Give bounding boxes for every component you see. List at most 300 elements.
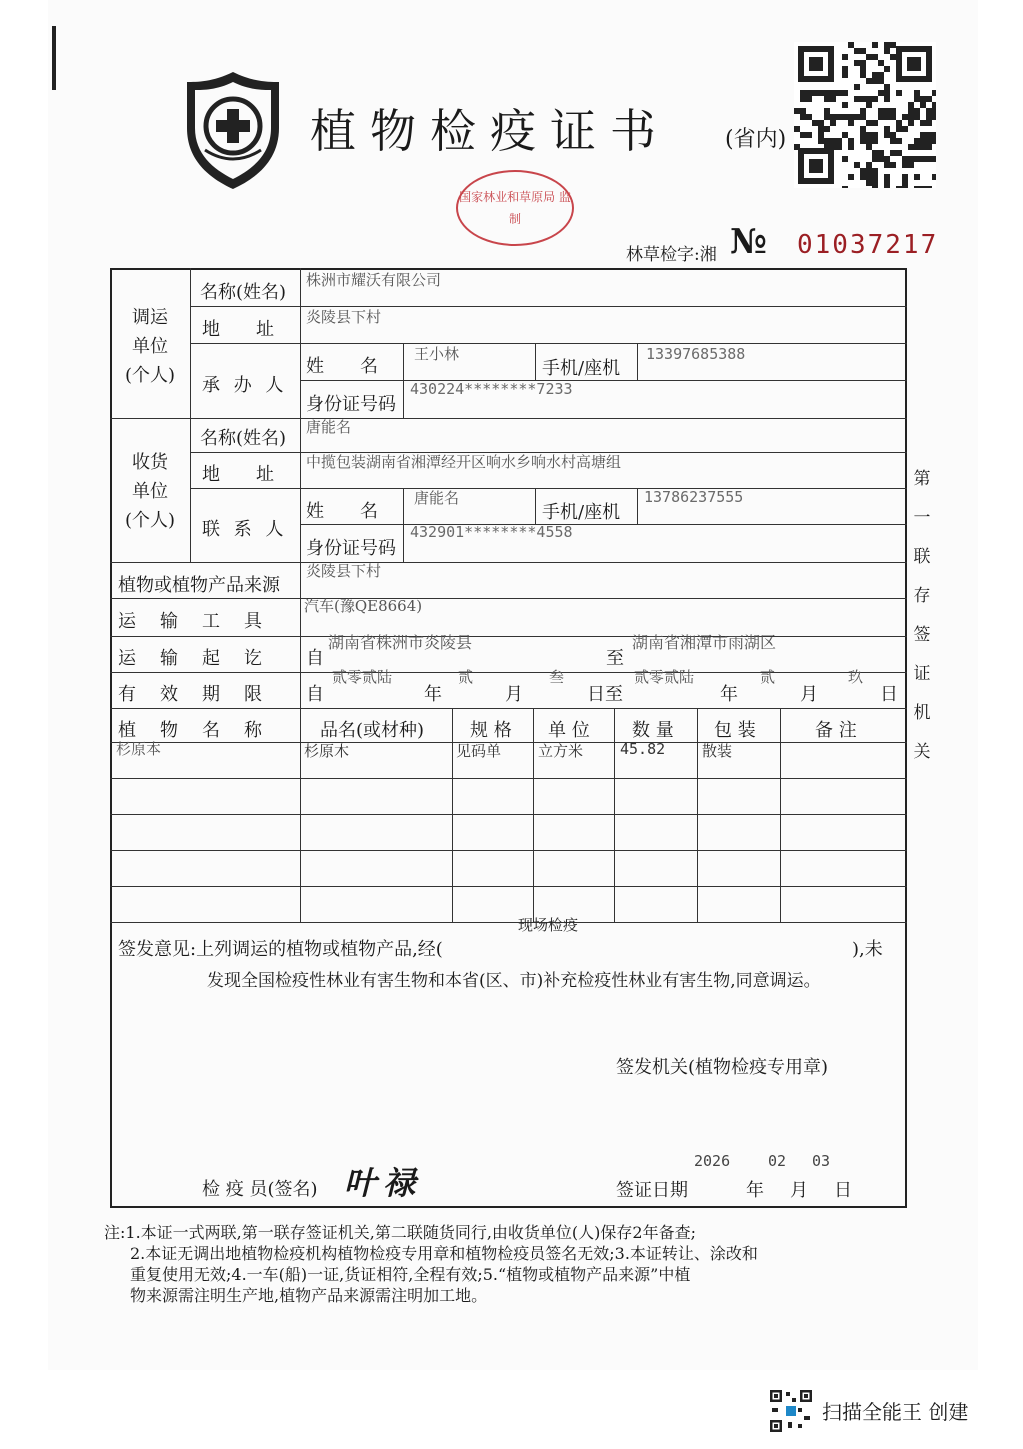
- qr-module: [878, 150, 884, 156]
- qr-module: [842, 54, 848, 60]
- qr-module: [908, 102, 914, 108]
- qr-module: [866, 54, 872, 60]
- col-header-name: 品名(或材种): [320, 720, 425, 741]
- qr-module: [830, 114, 836, 120]
- qr-module: [860, 114, 866, 120]
- table-rule: [110, 708, 907, 709]
- qr-module: [896, 150, 902, 156]
- consignee-phone-label: 手机/座机: [542, 502, 621, 523]
- serial-label: 林草检字:湘: [626, 245, 717, 265]
- qr-module: [884, 90, 890, 96]
- qr-module: [818, 90, 824, 96]
- qr-module: [848, 174, 854, 180]
- date-day-value: 03: [812, 1152, 831, 1170]
- qr-code-icon: [794, 42, 936, 188]
- table-rule: [110, 814, 907, 815]
- table-rule: [403, 343, 404, 418]
- qr-module: [794, 108, 800, 114]
- table-rule: [535, 488, 536, 524]
- qr-module: [926, 144, 932, 150]
- qr-module: [866, 78, 872, 84]
- qr-module: [878, 156, 884, 162]
- qr-module: [920, 132, 926, 138]
- qr-module: [836, 90, 842, 96]
- item-name: 杉原木: [304, 742, 350, 760]
- qr-module: [860, 126, 866, 132]
- qr-module: [866, 174, 872, 180]
- qr-module: [812, 90, 818, 96]
- qr-module: [872, 120, 878, 126]
- qr-module: [908, 114, 914, 120]
- item-unit: 立方米: [538, 742, 584, 760]
- qr-module: [830, 96, 836, 102]
- shipper-id-label: 身份证号码: [306, 394, 396, 415]
- validity-year-from: 贰零贰陆: [332, 668, 393, 686]
- qr-module: [872, 150, 878, 156]
- table-rule: [190, 418, 191, 562]
- qr-module: [818, 126, 824, 132]
- qr-module: [926, 96, 932, 102]
- qr-module: [896, 120, 902, 126]
- shipper-phone-value: 13397685388: [646, 345, 746, 363]
- qr-module: [818, 120, 824, 126]
- qr-module: [908, 120, 914, 126]
- consignee-contact-label: 联 系 人: [202, 519, 288, 540]
- qr-module: [902, 162, 908, 168]
- qr-code-small-icon: [768, 1388, 814, 1434]
- qr-module: [932, 138, 936, 144]
- qr-module: [872, 132, 878, 138]
- table-rule: [110, 850, 907, 851]
- margin-mark: [52, 26, 56, 90]
- qr-module: [860, 174, 866, 180]
- qr-module: [860, 96, 866, 102]
- qr-module: [800, 90, 806, 96]
- consignee-name-value: 唐能名: [306, 418, 352, 436]
- qr-module: [902, 180, 908, 186]
- qr-module: [806, 96, 812, 102]
- origin-value: 炎陵县下村: [306, 562, 382, 580]
- item-spec: 见码单: [456, 742, 502, 760]
- qr-module: [860, 72, 866, 78]
- qr-module: [884, 96, 890, 102]
- qr-module: [842, 102, 848, 108]
- qr-module: [866, 102, 872, 108]
- origin-label: 植物或植物产品来源: [118, 575, 280, 596]
- table-rule: [300, 268, 301, 722]
- qr-module: [902, 156, 908, 162]
- consignee-group-label: 收货 单位 (个人): [124, 452, 176, 531]
- validity-year-unit: 年: [424, 684, 442, 705]
- plant-name-label: 植 物 名 称: [118, 720, 265, 741]
- qr-module: [842, 72, 848, 78]
- validity-day-from: 叁: [549, 668, 565, 686]
- plant-name-value: 杉原本: [116, 740, 162, 758]
- table-rule: [452, 708, 453, 922]
- table-rule: [190, 306, 907, 307]
- qr-module: [884, 48, 890, 54]
- validity-month-unit: 月: [505, 684, 523, 705]
- qr-module: [884, 162, 890, 168]
- qr-module: [890, 138, 896, 144]
- qr-module: [854, 48, 860, 54]
- table-rule: [300, 380, 907, 381]
- table-rule: [697, 708, 698, 922]
- qr-module: [872, 54, 878, 60]
- qr-module: [866, 144, 872, 150]
- validity-year-to: 贰零贰陆: [634, 668, 695, 686]
- qr-module: [926, 156, 932, 162]
- qr-module: [914, 96, 920, 102]
- shipper-person-name-label: 姓 名: [306, 356, 378, 377]
- qr-module: [842, 186, 848, 188]
- qr-module: [884, 42, 890, 48]
- table-rule: [110, 922, 907, 923]
- qr-module: [896, 186, 902, 188]
- route-from-value: 湖南省株洲市炎陵县: [328, 633, 473, 652]
- note-line: 物来源需注明生产地,植物产品来源需注明加工地。: [130, 1286, 488, 1305]
- qr-module: [884, 114, 890, 120]
- qr-module: [878, 78, 884, 84]
- qr-module: [890, 132, 896, 138]
- transport-label: 运 输 工 具: [118, 611, 265, 632]
- table-rule: [110, 562, 907, 563]
- table-rule: [637, 343, 638, 380]
- qr-module: [830, 138, 836, 144]
- qr-module: [878, 60, 884, 66]
- route-to-value: 湖南省湘潭市雨湖区: [632, 633, 777, 652]
- qr-module: [860, 48, 866, 54]
- qr-module: [872, 138, 878, 144]
- qr-module: [866, 138, 872, 144]
- table-rule: [533, 708, 534, 922]
- consignee-id-label: 身份证号码: [306, 538, 396, 559]
- validity-month-to: 贰: [760, 668, 776, 686]
- qr-module: [842, 66, 848, 72]
- qr-module: [830, 120, 836, 126]
- table-rule: [190, 343, 907, 344]
- qr-module: [842, 90, 848, 96]
- qr-module: [926, 114, 932, 120]
- consignee-address-label: 地 址: [202, 464, 274, 485]
- note-line: 2.本证无调出地植物检疫机构植物检疫专用章和植物检疫员签名无效;3.本证转让、涂改和: [130, 1244, 758, 1263]
- qr-module: [872, 96, 878, 102]
- qr-module: [878, 108, 884, 114]
- qr-module: [866, 96, 872, 102]
- table-rule: [110, 598, 907, 599]
- qr-module: [800, 108, 806, 114]
- qr-module: [866, 168, 872, 174]
- qr-module: [878, 90, 884, 96]
- validity-month-unit-2: 月: [800, 684, 818, 705]
- item-quantity: 45.82: [620, 740, 666, 758]
- qr-module: [890, 108, 896, 114]
- title-suffix: (省内): [725, 127, 787, 152]
- qr-module: [848, 120, 854, 126]
- table-rule: [110, 742, 907, 743]
- qr-module: [872, 156, 878, 162]
- shipper-address-label: 地 址: [202, 319, 274, 340]
- opinion-line-1-prefix: 签发意见:上列调运的植物或植物产品,经(: [118, 939, 443, 960]
- note-line: 注:1.本证一式两联,第一联存签证机关,第二联随货同行,由收货单位(人)保存2年备查;: [104, 1223, 696, 1242]
- route-from: 自: [306, 648, 324, 669]
- qr-module: [860, 168, 866, 174]
- qr-module: [854, 84, 860, 90]
- consignee-person-name-label: 姓 名: [306, 501, 378, 522]
- col-header-packing: 包 装: [714, 720, 756, 741]
- col-header-unit: 单 位: [548, 720, 590, 741]
- qr-module: [806, 90, 812, 96]
- consignee-phone-value: 13786237555: [644, 488, 744, 506]
- qr-module: [842, 156, 848, 162]
- inspector-signature: 叶 禄: [344, 1164, 414, 1202]
- table-rule: [110, 636, 907, 637]
- table-rule: [637, 488, 638, 524]
- serial-no-mark: №: [730, 222, 767, 262]
- table-rule: [110, 672, 907, 673]
- qr-module: [872, 186, 878, 188]
- table-rule: [110, 886, 907, 887]
- supervision-seal: [456, 170, 574, 246]
- shipper-id-value: 430224********7233: [410, 380, 573, 398]
- shipper-group-label: 调运 单位 (个人): [124, 307, 176, 386]
- qr-module: [914, 156, 920, 162]
- qr-module: [872, 42, 878, 48]
- qr-module: [932, 90, 936, 96]
- qr-module: [902, 126, 908, 132]
- validity-day-to: 玖: [848, 668, 864, 686]
- qr-module: [914, 174, 920, 180]
- qr-module: [848, 42, 854, 48]
- qr-module: [878, 114, 884, 120]
- table-rule: [614, 708, 615, 922]
- qr-module: [920, 96, 926, 102]
- qr-module: [824, 126, 830, 132]
- qr-module: [842, 114, 848, 120]
- shield-emblem-icon: [183, 68, 283, 193]
- qr-module: [836, 114, 842, 120]
- qr-module: [920, 120, 926, 126]
- opinion-line-2: 发现全国检疫性林业有害生物和本省(区、市)补充检疫性林业有害生物,同意调运。: [207, 971, 821, 991]
- date-year-value: 2026: [694, 1152, 731, 1170]
- qr-module: [872, 174, 878, 180]
- validity-label: 有 效 期 限: [118, 684, 265, 705]
- qr-module: [800, 96, 806, 102]
- table-rule: [300, 708, 301, 922]
- shipper-address-value: 炎陵县下村: [306, 308, 382, 326]
- qr-module: [872, 78, 878, 84]
- date-year-unit: 年: [746, 1180, 764, 1201]
- qr-module: [818, 138, 824, 144]
- qr-module: [890, 162, 896, 168]
- qr-module: [866, 162, 872, 168]
- qr-module: [926, 132, 932, 138]
- qr-module: [926, 186, 932, 188]
- qr-module: [932, 108, 936, 114]
- qr-module: [854, 96, 860, 102]
- qr-module: [914, 114, 920, 120]
- qr-module: [848, 114, 854, 120]
- qr-module: [884, 66, 890, 72]
- qr-module: [836, 138, 842, 144]
- qr-module: [896, 126, 902, 132]
- qr-module: [872, 180, 878, 186]
- qr-module: [920, 156, 926, 162]
- qr-module: [830, 90, 836, 96]
- validity-from: 自: [306, 684, 324, 705]
- qr-module: [824, 114, 830, 120]
- table-rule: [403, 488, 404, 562]
- consignee-address-value: 中揽包装湖南省湘潭经开区响水乡响水村高塘组: [306, 453, 622, 471]
- qr-module: [914, 186, 920, 188]
- seal-text: 国家林业和草原局 监制: [459, 190, 571, 226]
- consignee-name-label: 名称(姓名): [200, 428, 287, 449]
- qr-module: [926, 108, 932, 114]
- qr-module: [824, 96, 830, 102]
- note-line: 重复使用无效;4.一车(船)一证,货证相符,全程有效;5.“植物或植物产品来源”中植: [130, 1265, 691, 1284]
- qr-module: [854, 114, 860, 120]
- page-title: 植物检疫证书: [310, 104, 670, 158]
- qr-module: [818, 132, 824, 138]
- col-header-note: 备 注: [815, 720, 857, 741]
- qr-module: [860, 66, 866, 72]
- shipper-person-name-value: 王小林: [414, 345, 460, 363]
- qr-module: [932, 102, 936, 108]
- qr-module: [926, 120, 932, 126]
- qr-module: [920, 138, 926, 144]
- copy-side-label: 第 一 联 存 签 证 机 关: [913, 469, 931, 762]
- table-rule: [780, 708, 781, 922]
- validity-month-from: 贰: [458, 668, 474, 686]
- qr-module: [860, 132, 866, 138]
- qr-module: [914, 90, 920, 96]
- qr-module: [854, 60, 860, 66]
- qr-module: [878, 72, 884, 78]
- qr-module: [866, 120, 872, 126]
- qr-module: [812, 120, 818, 126]
- qr-module: [908, 144, 914, 150]
- shipper-name-value: 株洲市耀沃有限公司: [306, 271, 442, 289]
- qr-module: [860, 108, 866, 114]
- qr-module: [890, 150, 896, 156]
- qr-module: [890, 54, 896, 60]
- qr-module: [848, 138, 854, 144]
- validity-day-unit-2: 日: [880, 684, 898, 705]
- qr-module: [884, 186, 890, 188]
- date-month-value: 02: [768, 1152, 787, 1170]
- qr-module: [884, 174, 890, 180]
- qr-module: [908, 162, 914, 168]
- qr-module: [932, 114, 936, 120]
- qr-module: [824, 138, 830, 144]
- qr-module: [920, 186, 926, 188]
- table-rule: [110, 418, 907, 419]
- shipper-handler-label: 承 办 人: [202, 375, 288, 396]
- inspector-label: 检 疫 员(签名): [202, 1179, 318, 1200]
- shipper-phone-label: 手机/座机: [542, 358, 621, 379]
- scanner-watermark: 扫描全能王 创建: [822, 1400, 969, 1424]
- col-header-spec: 规 格: [470, 720, 512, 741]
- qr-module: [800, 132, 806, 138]
- qr-module: [884, 156, 890, 162]
- route-label: 运 输 起 讫: [118, 648, 265, 669]
- qr-module: [896, 90, 902, 96]
- qr-module: [884, 108, 890, 114]
- qr-module: [794, 126, 800, 132]
- serial-number: 01037217: [797, 230, 939, 260]
- qr-module: [800, 114, 806, 120]
- consignee-person-name-value: 唐能名: [414, 489, 460, 507]
- validity-day-to-unit: 日至: [587, 684, 623, 705]
- qr-module: [836, 144, 842, 150]
- qr-module: [854, 162, 860, 168]
- opinion-line-1-suffix: ),未: [852, 939, 883, 960]
- validity-year-unit-2: 年: [720, 684, 738, 705]
- route-to: 至: [606, 648, 624, 669]
- shipper-name-label: 名称(姓名): [200, 282, 287, 303]
- table-rule: [535, 343, 536, 380]
- qr-module: [866, 132, 872, 138]
- inspection-method: 现场检疫: [518, 916, 579, 934]
- qr-module: [824, 108, 830, 114]
- table-rule: [110, 778, 907, 779]
- date-month-unit: 月: [790, 1180, 808, 1201]
- qr-module: [914, 138, 920, 144]
- qr-module: [872, 72, 878, 78]
- qr-module: [932, 156, 936, 162]
- date-day-unit: 日: [834, 1180, 852, 1201]
- qr-module: [920, 144, 926, 150]
- consignee-id-value: 432901********4558: [410, 523, 573, 541]
- qr-module: [932, 132, 936, 138]
- notes: [104, 1222, 924, 1306]
- qr-module: [806, 132, 812, 138]
- qr-module: [848, 144, 854, 150]
- qr-module: [932, 174, 936, 180]
- qr-module: [890, 114, 896, 120]
- qr-module: [842, 132, 848, 138]
- qr-module: [902, 186, 908, 188]
- qr-module: [824, 90, 830, 96]
- qr-module: [908, 156, 914, 162]
- qr-module: [884, 180, 890, 186]
- qr-module: [860, 60, 866, 66]
- qr-module: [908, 108, 914, 114]
- qr-module: [890, 42, 896, 48]
- table-rule: [190, 268, 191, 418]
- qr-module: [896, 138, 902, 144]
- item-packing: 散装: [702, 742, 733, 760]
- qr-module: [872, 168, 878, 174]
- qr-module: [914, 144, 920, 150]
- col-header-quantity: 数 量: [632, 720, 674, 741]
- qr-module: [902, 174, 908, 180]
- qr-module: [920, 102, 926, 108]
- transport-value: 汽车(豫QE8664): [304, 597, 423, 615]
- qr-module: [884, 84, 890, 90]
- issuer-label: 签发机关(植物检疫专用章): [616, 1057, 829, 1078]
- qr-module: [884, 132, 890, 138]
- qr-module: [860, 138, 866, 144]
- qr-module: [914, 108, 920, 114]
- qr-module: [902, 114, 908, 120]
- qr-module: [926, 138, 932, 144]
- qr-module: [866, 180, 872, 186]
- date-label: 签证日期: [616, 1180, 688, 1201]
- table-rule: [190, 488, 907, 489]
- qr-module: [884, 126, 890, 132]
- qr-module: [806, 114, 812, 120]
